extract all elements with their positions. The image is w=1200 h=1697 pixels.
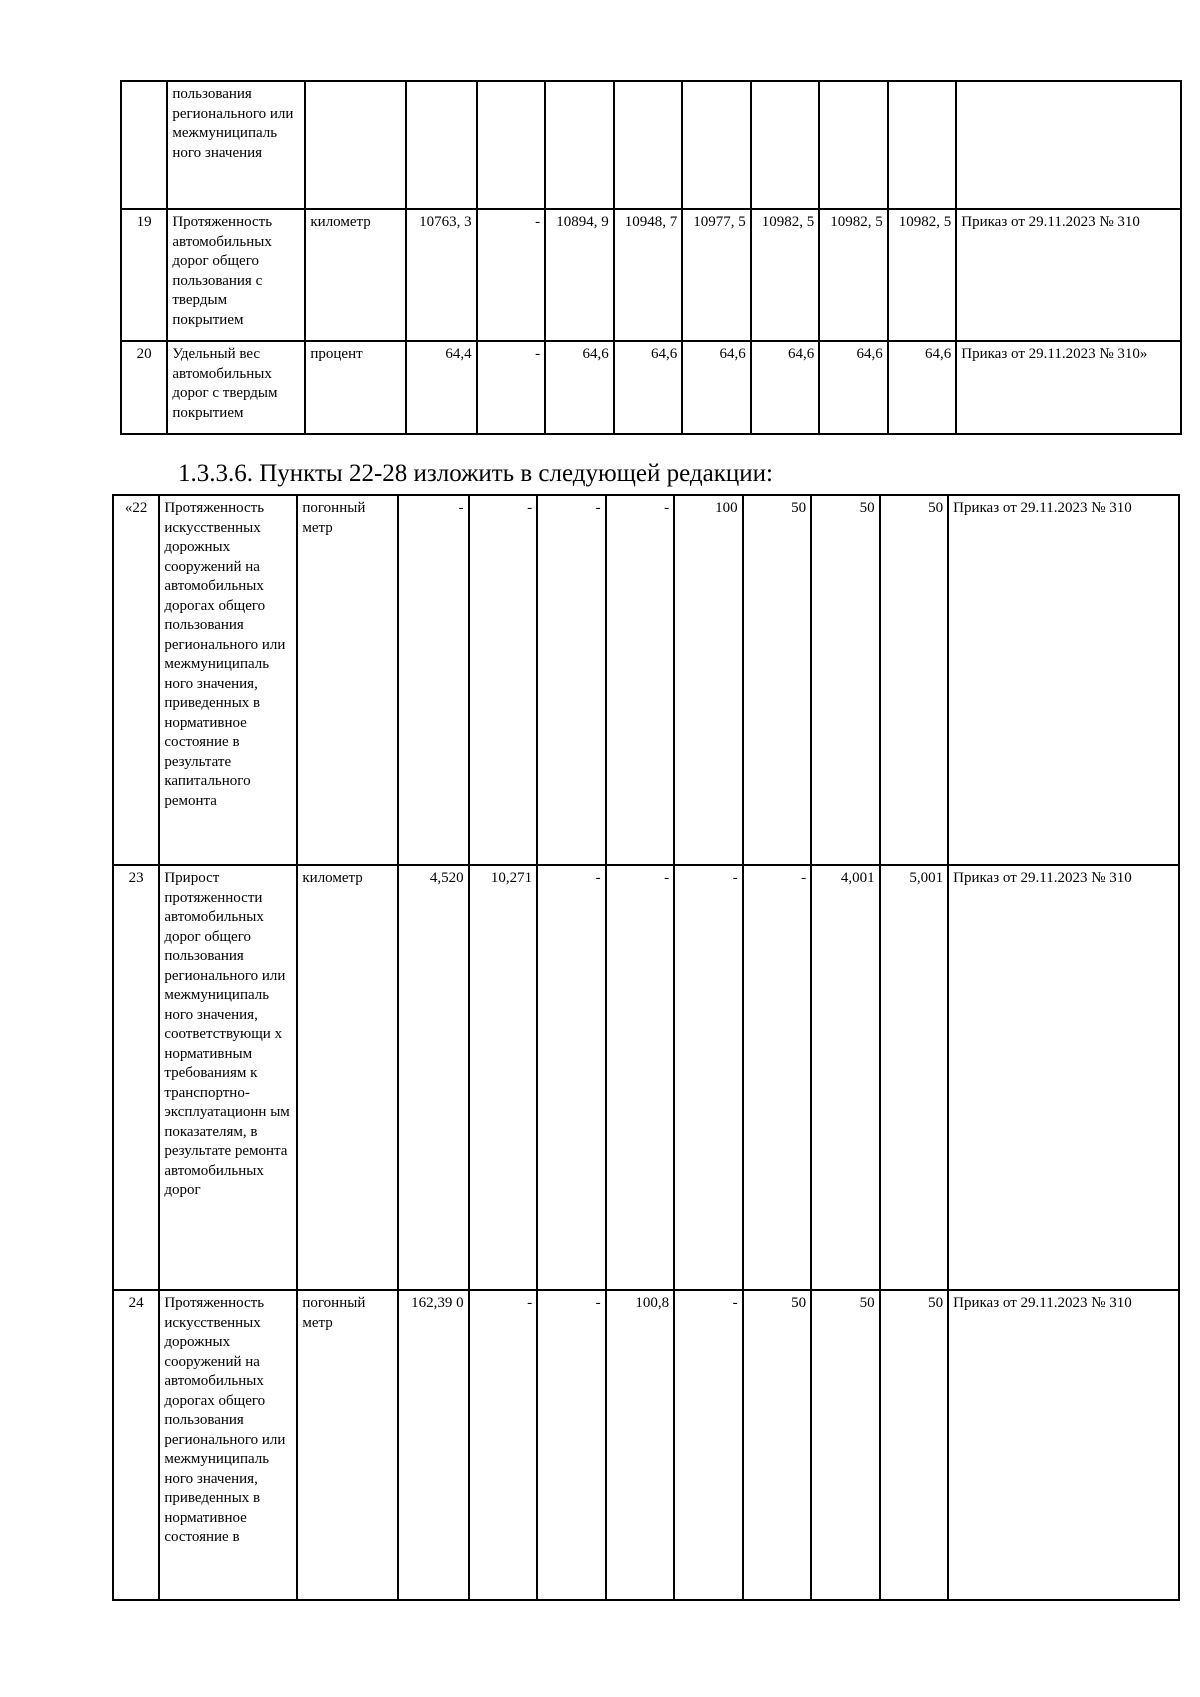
indicator-name: пользования регионального или межмуниципаль ного значения [167, 81, 305, 209]
value-cell: - [537, 865, 606, 1290]
source-cell: Приказ от 29.11.2023 № 310 [948, 865, 1179, 1290]
value-cell: - [606, 865, 675, 1290]
value-cell: 50 [811, 495, 880, 865]
source-cell [956, 81, 1181, 209]
value-cell: 10982, 5 [751, 209, 820, 341]
value-cell: - [537, 495, 606, 865]
value-cell: 64,6 [819, 341, 888, 434]
source-cell: Приказ от 29.11.2023 № 310 [956, 209, 1181, 341]
value-cell [545, 81, 614, 209]
indicators-table-bottom [112, 494, 1180, 1601]
row-number: 20 [121, 341, 167, 434]
row-number: «22 [113, 495, 159, 865]
value-cell: 64,6 [751, 341, 820, 434]
value-cell: 64,6 [888, 341, 957, 434]
value-cell: - [674, 865, 743, 1290]
value-cell [888, 81, 957, 209]
value-cell: 50 [880, 1290, 949, 1600]
value-cell: - [606, 495, 675, 865]
value-cell [477, 81, 546, 209]
value-cell [614, 81, 683, 209]
value-cell: 10982, 5 [888, 209, 957, 341]
indicator-name: Протяженность искусственных дорожных сооружений на автомобильных дорогах общего пользования регионального или межмуниципаль ного значения, приведенных в нормативное состояние в [159, 1290, 297, 1600]
indicators-table-top [120, 80, 1182, 435]
source-cell: Приказ от 29.11.2023 № 310 [948, 1290, 1179, 1600]
value-cell: 5,001 [880, 865, 949, 1290]
section-heading: 1.3.3.6. Пункты 22-28 изложить в следующей редакции: [178, 460, 773, 487]
unit-cell: погонный метр [297, 1290, 398, 1600]
indicator-name: Удельный вес автомобильных дорог с твердым покрытием [167, 341, 305, 434]
value-cell: 64,4 [406, 341, 477, 434]
value-cell: 64,6 [682, 341, 751, 434]
value-cell [751, 81, 820, 209]
value-cell [819, 81, 888, 209]
table-row [113, 865, 1179, 1290]
indicator-name: Протяженность искусственных дорожных сооружений на автомобильных дорогах общего пользования регионального или межмуниципаль ного значения, приведенных в нормативное состояние в результате капитального ремонта [159, 495, 297, 865]
value-cell: - [537, 1290, 606, 1600]
value-cell: - [469, 495, 538, 865]
value-cell: 50 [743, 495, 812, 865]
value-cell: 4,520 [398, 865, 469, 1290]
value-cell: - [398, 495, 469, 865]
value-cell: - [743, 865, 812, 1290]
source-cell: Приказ от 29.11.2023 № 310» [956, 341, 1181, 434]
unit-cell: километр [297, 865, 398, 1290]
indicator-name: Прирост протяженности автомобильных дорог общего пользования регионального или межмуниципаль ного значения, соответствующи х нормативным требованиям к транспортно-эксплуатационн ым показателям, в результате ремонта автомобильных дорог [159, 865, 297, 1290]
value-cell: - [674, 1290, 743, 1600]
value-cell: 10763, 3 [406, 209, 477, 341]
value-cell: - [469, 1290, 538, 1600]
unit-cell: километр [305, 209, 406, 341]
unit-cell [305, 81, 406, 209]
value-cell: 50 [880, 495, 949, 865]
value-cell: 64,6 [545, 341, 614, 434]
value-cell: 10982, 5 [819, 209, 888, 341]
unit-cell: погонный метр [297, 495, 398, 865]
table-row [121, 341, 1181, 434]
table-row [113, 495, 1179, 865]
value-cell: 10,271 [469, 865, 538, 1290]
row-number: 23 [113, 865, 159, 1290]
table-row [121, 209, 1181, 341]
value-cell [682, 81, 751, 209]
value-cell: 64,6 [614, 341, 683, 434]
row-number [121, 81, 167, 209]
table-row [113, 1290, 1179, 1600]
table-row [121, 81, 1181, 209]
unit-cell: процент [305, 341, 406, 434]
value-cell: - [477, 209, 546, 341]
value-cell: 10948, 7 [614, 209, 683, 341]
value-cell: 10977, 5 [682, 209, 751, 341]
value-cell: 162,39 0 [398, 1290, 469, 1600]
indicator-name: Протяженность автомобильных дорог общего пользования с твердым покрытием [167, 209, 305, 341]
value-cell: 100,8 [606, 1290, 675, 1600]
value-cell: 4,001 [811, 865, 880, 1290]
row-number: 19 [121, 209, 167, 341]
row-number: 24 [113, 1290, 159, 1600]
value-cell [406, 81, 477, 209]
value-cell: 50 [743, 1290, 812, 1600]
value-cell: 50 [811, 1290, 880, 1600]
value-cell: 10894, 9 [545, 209, 614, 341]
value-cell: 100 [674, 495, 743, 865]
value-cell: - [477, 341, 546, 434]
source-cell: Приказ от 29.11.2023 № 310 [948, 495, 1179, 865]
